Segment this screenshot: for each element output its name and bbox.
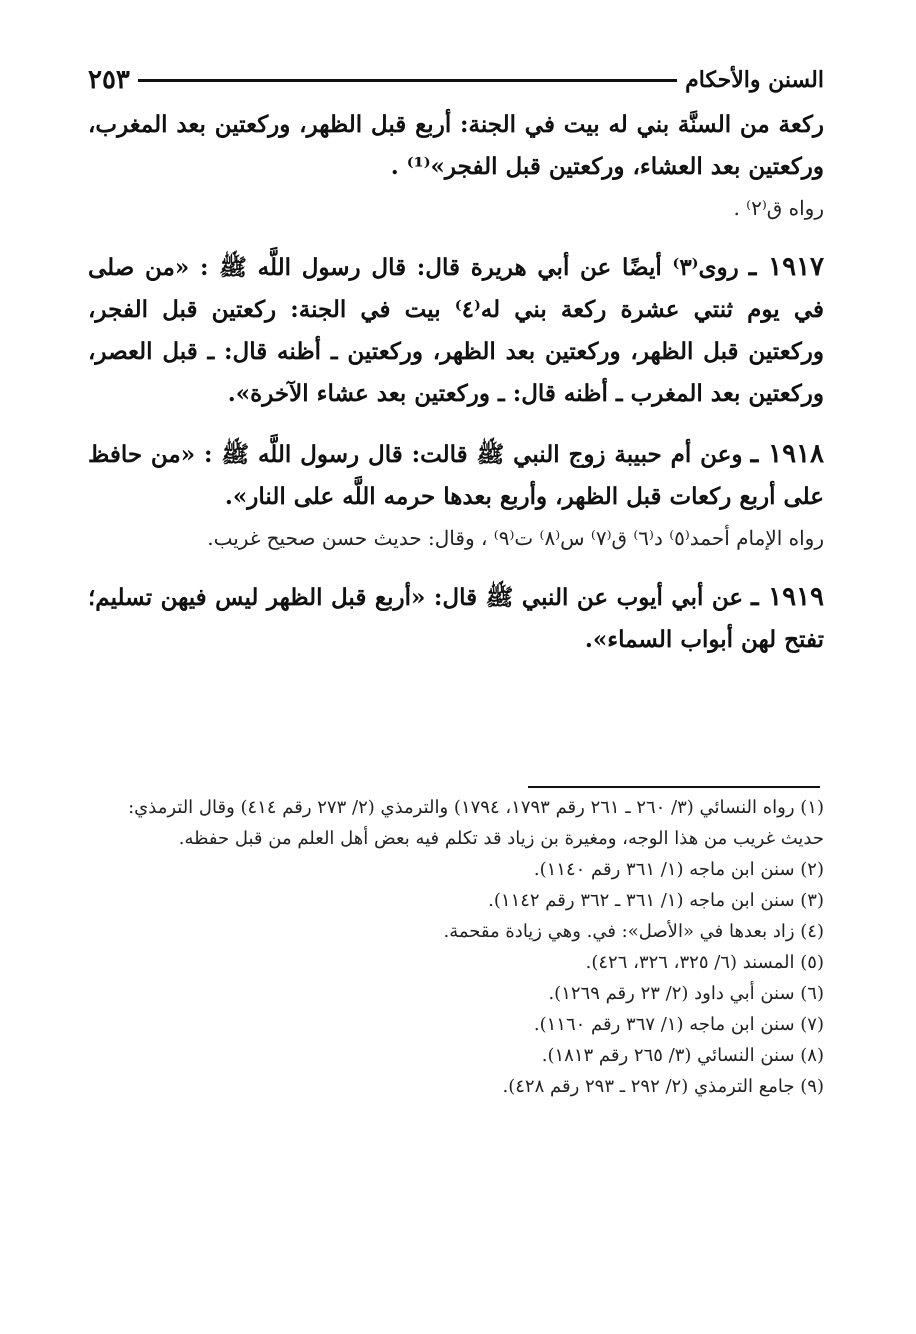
footnote: (٦) سنن أبي داود (٢/ ٢٣ رقم ١٢٦٩). — [548, 983, 824, 1004]
hadith-number: ١٩١٨ ـ — [750, 439, 825, 469]
footnote: (١) رواه النسائي (٣/ ٢٦٠ ـ ٢٦١ رقم ١٧٩٣، ١٧٩٤) والترمذي (٢/ ٢٧٣ رقم ٤١٤) وقال الترمذي: حديث غريب من هذا الوجه، ومغيرة بن زياد قد تكلم فيه بعض أهل العلم من قبل حفظه. — [128, 797, 824, 849]
hadith-text: وعن أم حبيبة زوج النبي ﷺ قالت: قال رسول اللَّه ﷺ : «من حافظ على أربع ركعات قبل الظهر، وأربع بعدها حرمه اللَّه على النار». — [88, 441, 824, 510]
footnote: (٨) سنن النسائي (٣/ ٢٦٥ رقم ١٨١٣). — [541, 1045, 824, 1066]
footnote: (٣) سنن ابن ماجه (١/ ٣٦١ ـ ٣٦٢ رقم ١١٤٢). — [488, 890, 824, 911]
footnote-rule — [528, 786, 820, 788]
hadith-source: رواه ق⁽٢⁾ . — [733, 196, 824, 220]
spacer — [88, 558, 824, 576]
spacer — [88, 415, 824, 433]
footnote: (٢) سنن ابن ماجه (١/ ٣٦١ رقم ١١٤٠). — [533, 859, 824, 880]
hadith-number: ١٩١٩ ـ — [750, 582, 824, 612]
hadith-source: رواه الإمام أحمد⁽٥⁾ د⁽٦⁾ ق⁽٧⁾ س⁽٨⁾ ت⁽٩⁾ ، وقال: حديث حسن صحيح غريب. — [207, 526, 824, 550]
main-text — [88, 104, 824, 661]
hadith-1918 — [88, 433, 824, 518]
page-number: ٢٥٣ — [88, 65, 130, 95]
hadith-number: ١٩١٧ ـ — [748, 252, 824, 282]
running-title: السنن والأحكام — [685, 67, 824, 93]
header-rule — [138, 79, 677, 82]
page-header — [88, 60, 824, 100]
continued-hadith-text: ركعة من السنَّة بني له بيت في الجنة: أربع قبل الظهر، وركعتين بعد المغرب، وركعتين بعد العشاء، وركعتين قبل الفجر»⁽¹⁾ . — [88, 111, 824, 180]
footnote: (٧) سنن ابن ماجه (١/ ٣٦٧ رقم ١١٦٠). — [533, 1014, 824, 1035]
footnote: (٤) زاد بعدها في «الأصل»: في. وهي زيادة مقحمة. — [443, 921, 824, 942]
hadith-text: عن أبي أيوب عن النبي ﷺ قال: «أربع قبل الظهر ليس فيهن تسليم؛ تفتح لهن أبواب السماء». — [88, 584, 824, 653]
hadith-1917 — [88, 246, 824, 415]
hadith-1919 — [88, 576, 824, 661]
spacer — [88, 228, 824, 246]
footnote: (٥) المسند (٦/ ٣٢٥، ٣٢٦، ٤٢٦). — [585, 952, 824, 973]
hadith-text: روى⁽٣⁾ أيضًا عن أبي هريرة قال: قال رسول اللَّه ﷺ : «من صلى في يوم ثنتي عشرة ركعة بني له⁽٤⁾ بيت في الجنة: ركعتين قبل الفجر، وركعتين قبل الظهر، وركعتين بعد الظهر، وركعتين ـ أظنه قال: ـ قبل العصر، وركعتين بعد المغرب ـ أظنه قال: ـ وركعتين بعد عشاء الآخرة». — [88, 254, 824, 407]
footnote: (٩) جامع الترمذي (٢/ ٢٩٢ ـ ٢٩٣ رقم ٤٢٨). — [502, 1076, 824, 1097]
footnotes — [88, 792, 824, 1102]
